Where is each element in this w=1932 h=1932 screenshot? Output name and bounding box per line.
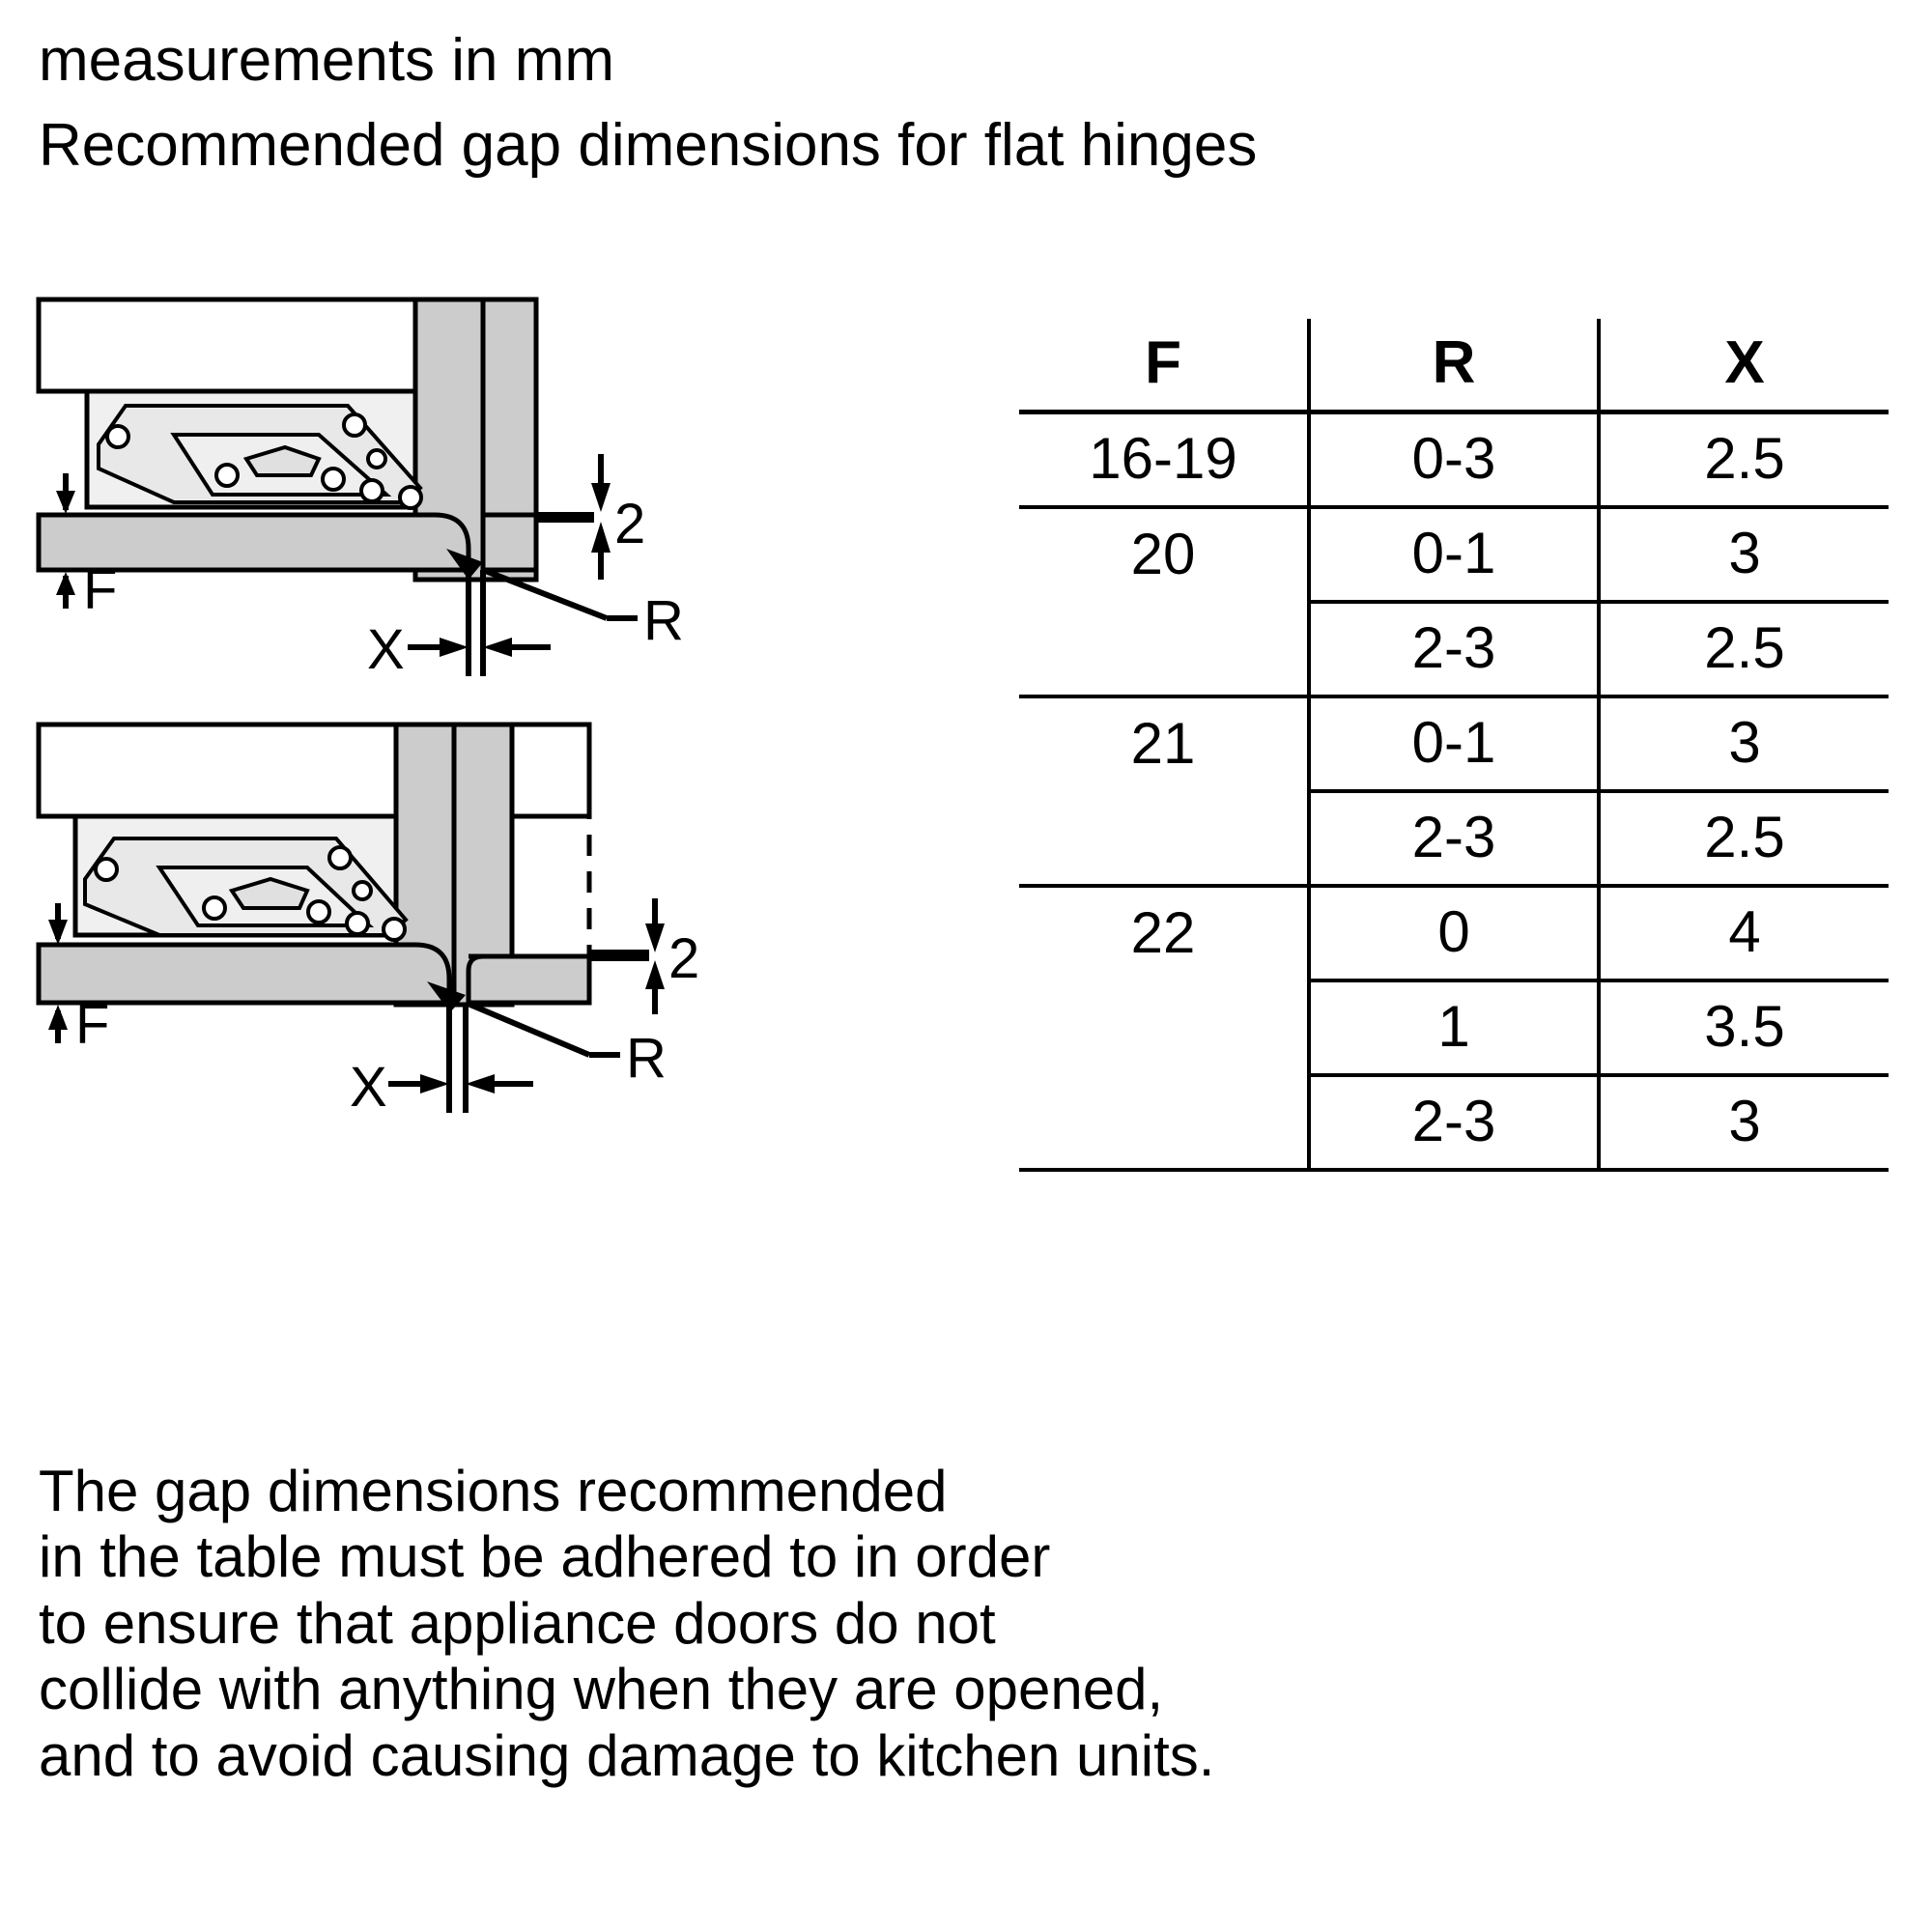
cell-f	[1019, 791, 1309, 886]
cell-x: 3	[1599, 696, 1889, 791]
table-row	[1019, 507, 1889, 602]
label-x-bottom: X	[350, 1056, 387, 1119]
cell-r: 2-3	[1309, 1075, 1599, 1170]
page-title-recommended-gaps: Recommended gap dimensions for flat hinges	[39, 112, 1258, 179]
top-view-diagram	[39, 299, 638, 676]
bottom-view-diagram	[39, 724, 665, 1113]
cell-x: 4	[1599, 886, 1889, 980]
table-row	[1019, 791, 1889, 886]
table-header-row	[1019, 319, 1889, 412]
cell-r: 2-3	[1309, 602, 1599, 696]
cell-f	[1019, 602, 1309, 696]
dimension-2-bottom	[591, 898, 665, 1014]
hinge-diagrams	[29, 290, 927, 1323]
hinge-diagram-svg	[29, 290, 927, 1323]
cell-f: 16-19	[1019, 412, 1309, 508]
cell-f: 21	[1130, 710, 1196, 776]
column-header-f: F	[1019, 319, 1309, 412]
cell-x: 3	[1599, 507, 1889, 602]
gap-dimensions-table-wrap	[1019, 319, 1889, 1172]
cell-r: 2-3	[1309, 791, 1599, 886]
footer-note	[39, 1459, 1903, 1789]
label-f-bottom: F	[75, 993, 110, 1056]
table-row	[1019, 886, 1889, 980]
cell-x: 3.5	[1599, 980, 1889, 1075]
cell-r: 0-1	[1309, 507, 1599, 602]
cell-x: 2.5	[1599, 791, 1889, 886]
cell-f	[1019, 1075, 1309, 1170]
cell-r: 0-1	[1309, 696, 1599, 791]
table-row	[1019, 412, 1889, 508]
footer-line: and to avoid causing damage to kitchen units.	[39, 1722, 1215, 1788]
gap-dimensions-table	[1019, 319, 1889, 1172]
label-x-top: X	[367, 618, 405, 681]
table-row	[1019, 696, 1889, 791]
table-row	[1019, 980, 1889, 1075]
page-title-measurements: measurements in mm	[39, 27, 615, 94]
cell-r: 0	[1309, 886, 1599, 980]
column-header-r: R	[1309, 319, 1599, 412]
label-f-top: F	[83, 558, 118, 621]
cell-x: 3	[1599, 1075, 1889, 1170]
footer-line: The gap dimensions recommended	[39, 1459, 948, 1523]
label-2-top: 2	[614, 493, 646, 555]
footer-line: to ensure that appliance doors do not	[39, 1590, 996, 1656]
label-r-bottom: R	[626, 1027, 667, 1090]
column-header-x: X	[1599, 319, 1889, 412]
cell-x: 2.5	[1599, 602, 1889, 696]
cell-f: 20	[1130, 521, 1196, 586]
label-2-bottom: 2	[668, 927, 700, 990]
cell-x: 2.5	[1599, 412, 1889, 508]
cell-r: 1	[1309, 980, 1599, 1075]
cell-f: 22	[1130, 899, 1196, 965]
table-row	[1019, 1075, 1889, 1170]
cell-f	[1019, 980, 1309, 1075]
footer-line: in the table must be adhered to in order	[39, 1524, 1051, 1590]
label-r-top: R	[643, 589, 684, 652]
dimension-2-top	[536, 454, 611, 580]
table-row	[1019, 602, 1889, 696]
footer-line: collide with anything when they are opened,	[39, 1657, 1164, 1722]
cell-r: 0-3	[1309, 412, 1599, 508]
